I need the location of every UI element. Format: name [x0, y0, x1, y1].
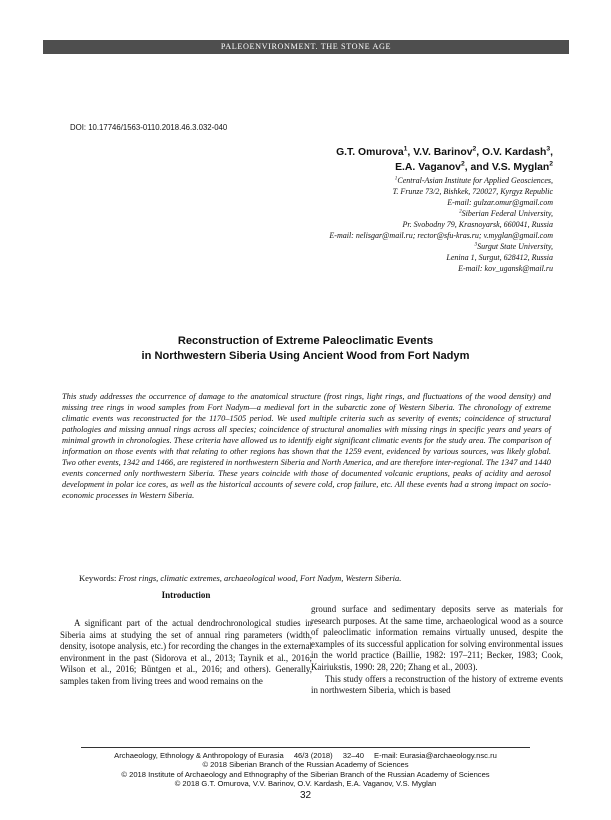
footer: [40, 751, 571, 788]
author-name: V.V. Barinov: [413, 147, 473, 158]
author-name: O.V. Kardash: [482, 147, 547, 158]
affiliation-email[interactable]: E-mail: gulzar.omur@gmail.com: [447, 198, 553, 207]
keywords: [79, 573, 401, 583]
affiliation-email[interactable]: E-mail: kov_ugansk@mail.ru: [458, 264, 553, 273]
body-column-right: [311, 604, 563, 697]
author-line-1: G.T. Omurova$^1$, V.V. Barinov$^2$, O.V. Kardash$^3$,: [336, 145, 553, 158]
journal-email[interactable]: E-mail: Eurasia@archaeology.nsc.ru: [374, 751, 497, 760]
affiliation-line: $^2$Siberian Federal University,: [459, 208, 553, 218]
paragraph: A significant part of the actual dendrochronological studies in Siberia aims at studying the set of annual ring parameters (width, density, isotope analysis, etc.) for recording the changes in the external environment in the past (Sidorova et al., 2013; Taynik et al., 2016; Wilson et al., 2016; Büntgen et al., 2016; and others). Generally, samples taken from living trees and wood remains on the: [60, 618, 312, 686]
author-line-2: E.A. Vaganov$^2$, and V.S. Myglan$^2$: [395, 160, 553, 173]
keywords-label: Keywords:: [79, 573, 117, 583]
affiliation-line: $^1$Central-Asian Institute for Applied Geosciences,: [394, 175, 553, 185]
journal-issue: 46/3 (2018): [293, 751, 333, 760]
affiliation-line: T. Frunze 73/2, Bishkek, 720027, Kyrgyz Republic: [392, 187, 553, 196]
copyright-line: © 2018 Institute of Archaeology and Ethnography of the Siberian Branch of the Russian Academy of Sciences: [121, 769, 490, 779]
body-column-left: [60, 618, 312, 688]
paragraph: This study offers a reconstruction of the history of extreme events in northwestern Siberia, which is based: [311, 673, 563, 696]
journal-name: Archaeology, Ethnology & Anthropology of Eurasia: [114, 751, 284, 760]
copyright-line: © 2018 G.T. Omurova, V.V. Barinov, O.V. Kardash, E.A. Vaganov, V.S. Myglan: [174, 778, 437, 788]
author-name: V.S. Myglan: [491, 162, 550, 173]
section-header: PALEOENVIRONMENT. THE STONE AGE: [43, 40, 569, 54]
title-line-2: in Northwestern Siberia Using Ancient Wood from Fort Nadym: [141, 350, 470, 362]
journal-line: [40, 751, 571, 760]
author-name: E.A. Vaganov: [395, 162, 461, 173]
keywords-text: Frost rings, climatic extremes, archaeological wood, Fort Nadym, Western Siberia.: [118, 573, 402, 583]
doi[interactable]: DOI: 10.17746/1563-0110.2018.46.3.032-040: [70, 123, 228, 132]
affiliation-line: Lenina 1, Surgut, 628412, Russia: [446, 253, 553, 262]
affiliation-line: Pr. Svobodny 79, Krasnoyarsk, 660041, Russia: [402, 220, 553, 229]
abstract: This study addresses the occurrence of damage to the anatomical structure (frost rings, light rings, and fluctuations of the wood density) and missing tree rings in wood samples from Fort Nadym—a medieval fort in the subarctic zone of Western Siberia. The chronology of extreme climatic events was reconstructed for the 1170–1505 period. We used multiple criteria such as severity of events; coincidence of structural pathologies and missing annual rings across all species; coincidence of structural anomalies with missing rings in specific years and years of minimal growth in chronologies. These criteria have allowed us to identify eight significant climatic events for the study area. The comparison of information on those events with that relating to other regions has shown that the 1259 event, evidenced by various sources, was likely global. Two other events, 1342 and 1466, are registered in northwestern Siberia and North America, and are therefore inter-regional. The 1347 and 1440 events concerned only northwestern Siberia. These years coincide with those of documented volcanic eruptions, peaks of acidity and aerosol development in polar ice cores, as well as the historical accounts of severe cold, crop failure, etc. All these events had a strong impact on socio-economic processes in Western Siberia.: [62, 392, 551, 501]
journal-pages: 32–40: [342, 751, 364, 760]
paragraph: ground surface and sedimentary deposits serve as materials for research purposes. At the same time, archaeological wood as a source of paleoclimatic information remains virtually unused, despite the examples of its successful application for solving environmental issues in the world practice (Baillie, 1982: 197–211; Becker, 1983; Cook, Kairiukstis, 1990: 28, 220; Zhang et al., 2003).: [311, 604, 563, 672]
footer-divider: [81, 747, 530, 748]
author-list: [253, 145, 553, 175]
title-line-1: Reconstruction of Extreme Paleoclimatic Events: [177, 335, 434, 347]
author-name: G.T. Omurova: [336, 147, 404, 158]
page-number: 32: [299, 790, 312, 801]
article-title: [40, 334, 571, 364]
affiliation-email[interactable]: E-mail: nelisgar@mail.ru; rector@sfu-kras.ru; v.myglan@gmail.com: [329, 231, 553, 240]
affiliation-line: $^3$Surgut State University,: [474, 241, 553, 251]
introduction-heading: Introduction: [161, 590, 211, 600]
affiliations: [173, 175, 553, 274]
copyright-line: © 2018 Siberian Branch of the Russian Academy of Sciences: [202, 760, 409, 770]
